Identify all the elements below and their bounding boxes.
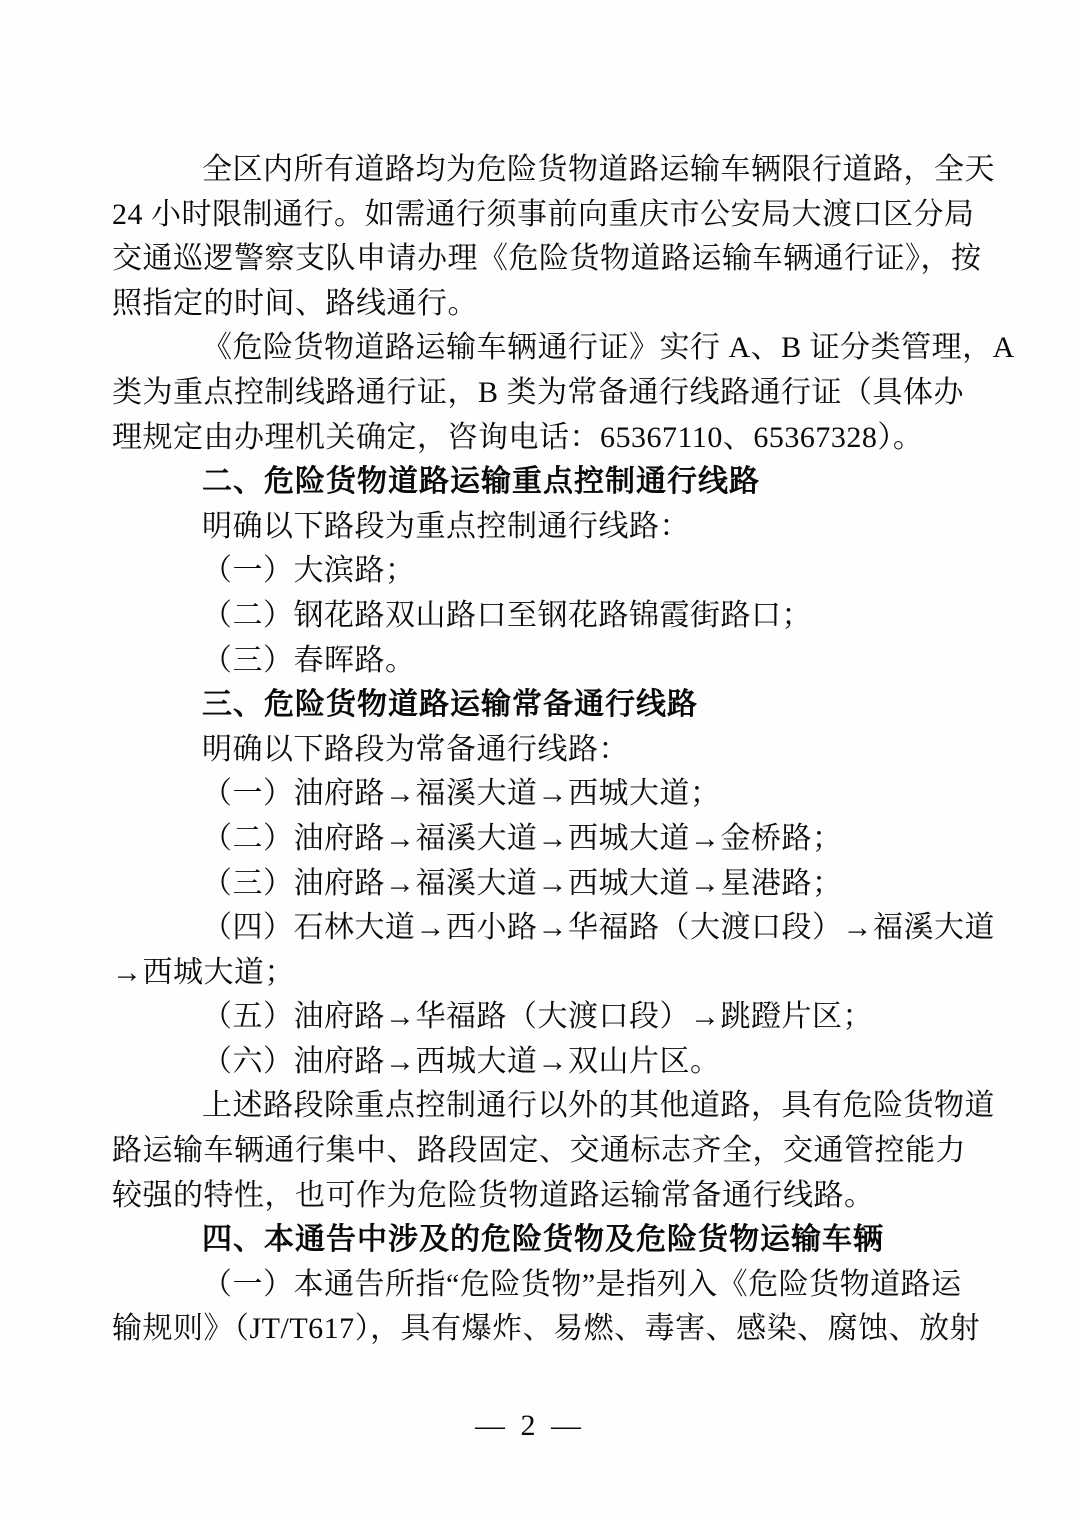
text-line: （三）油府路→福溪大道→西城大道→星港路； [202, 866, 843, 900]
section-heading: 三、危险货物道路运输常备通行线路 [202, 688, 698, 722]
text-line: →西城大道； [112, 955, 295, 989]
text-line: 《危险货物道路运输车辆通行证》实行 A、B 证分类管理，A [202, 331, 1015, 365]
page-number: — 2 — [475, 1409, 585, 1442]
text-line: 照指定的时间、路线通行。 [112, 286, 478, 320]
text-line: 理规定由办理机关确定，咨询电话：65367110、65367328）。 [112, 420, 924, 454]
text-line: （二）油府路→福溪大道→西城大道→金桥路； [202, 821, 843, 855]
text-line: （三）春晖路。 [202, 643, 416, 677]
text-line: 上述路段除重点控制通行以外的其他道路，具有危险货物道 [202, 1089, 995, 1123]
section-heading: 二、危险货物道路运输重点控制通行线路 [202, 465, 760, 499]
text-line: 类为重点控制线路通行证，B 类为常备通行线路通行证（具体办 [112, 375, 965, 409]
text-line: 较强的特性，也可作为危险货物道路运输常备通行线路。 [112, 1178, 875, 1212]
text-line: （六）油府路→西城大道→双山片区。 [202, 1044, 721, 1078]
text-line: （一）油府路→福溪大道→西城大道； [202, 777, 721, 811]
text-line: 交通巡逻警察支队申请办理《危险货物道路运输车辆通行证》，按 [112, 242, 982, 276]
text-block [112, 148, 1015, 1352]
text-line: 输规则》（JT/T617），具有爆炸、易燃、毒害、感染、腐蚀、放射 [112, 1312, 981, 1346]
text-line: 24 小时限制通行。如需通行须事前向重庆市公安局大渡口区分局 [112, 197, 975, 231]
section-heading: 四、本通告中涉及的危险货物及危险货物运输车辆 [202, 1223, 884, 1257]
text-line: 全区内所有道路均为危险货物道路运输车辆限行道路，全天 [202, 153, 995, 186]
text-line: （一）大滨路； [202, 554, 416, 588]
text-line: （一）本通告所指“危险货物”是指列入《危险货物道路运 [202, 1267, 962, 1301]
text-line: （四）石林大道→西小路→华福路（大渡口段）→福溪大道 [202, 911, 995, 945]
text-line: （五）油府路→华福路（大渡口段）→跳蹬片区； [202, 1000, 873, 1034]
text-line: 明确以下路段为重点控制通行线路： [202, 509, 690, 543]
text-line: 路运输车辆通行集中、路段固定、交通标志齐全，交通管控能力 [112, 1134, 966, 1168]
text-line: 明确以下路段为常备通行线路： [202, 732, 629, 766]
text-line: （二）钢花路双山路口至钢花路锦霞街路口； [202, 598, 812, 632]
